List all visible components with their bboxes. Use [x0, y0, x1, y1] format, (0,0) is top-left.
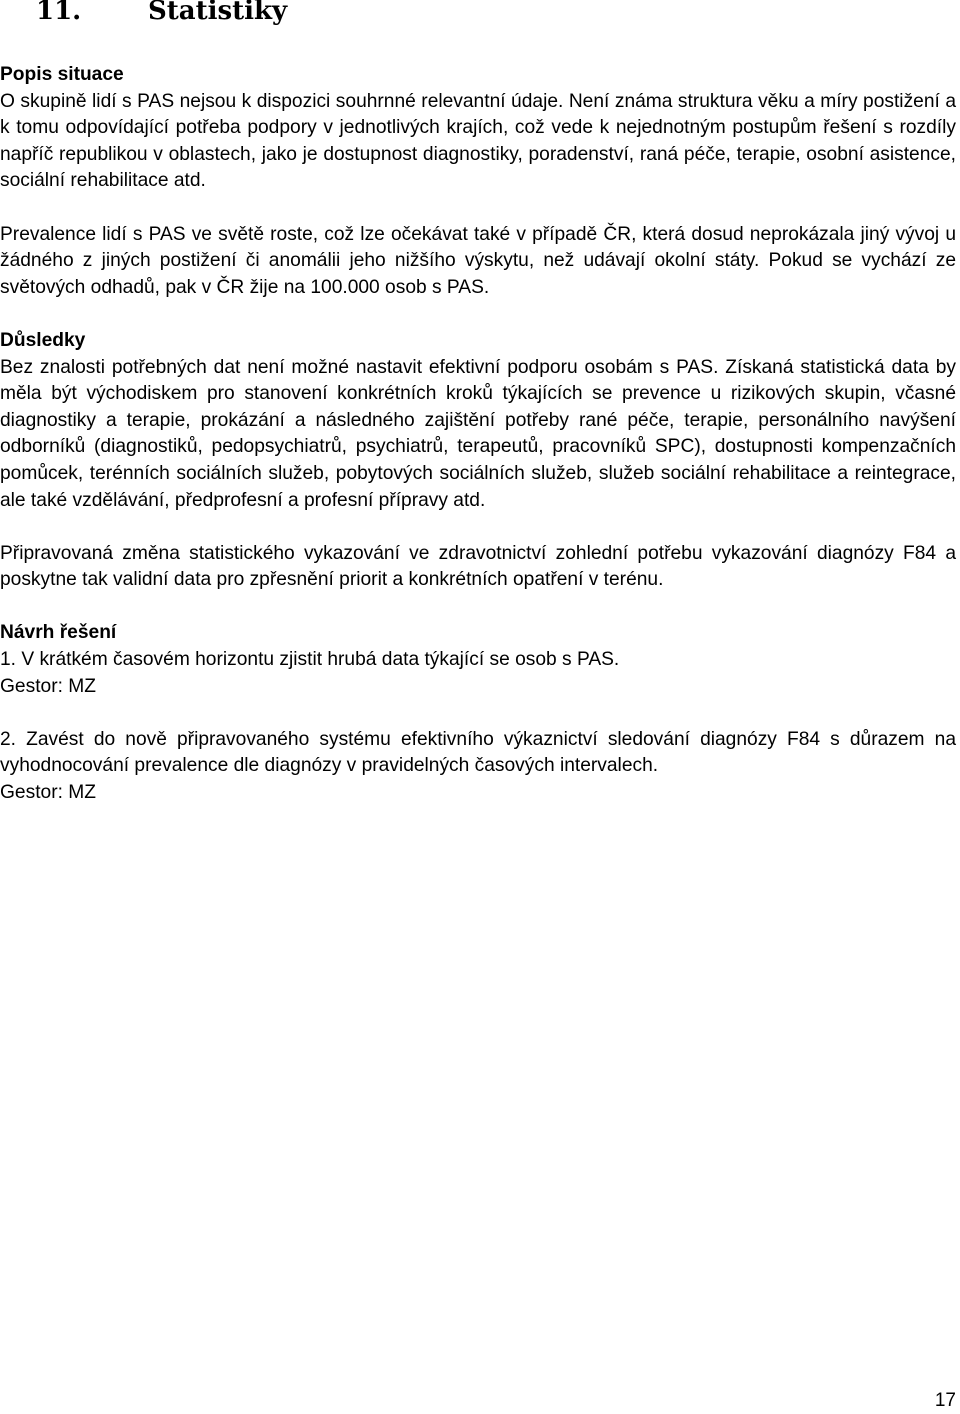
proposal-item-2: 2. Zavést do nově připravovaného systému efektivního výkaznictví sledování diagnózy F84 s důrazem na vyhodnocování prevalence dle diagnózy v pravidelných časových intervalech.	[0, 728, 956, 777]
chapter-title-text: Statistiky	[148, 0, 288, 26]
document-body	[0, 62, 956, 807]
paragraph-spacer	[0, 700, 956, 727]
proposal-item-2-gestor: Gestor: MZ	[0, 782, 96, 804]
proposal-item-1: 1. V krátkém časovém horizontu zjistit hrubá data týkající se osob s PAS.	[0, 649, 620, 671]
section-heading-situation: Popis situace	[0, 64, 124, 85]
proposal-item-1-gestor: Gestor: MZ	[0, 675, 96, 697]
paragraph-spacer	[0, 514, 956, 541]
situation-paragraph-1: O skupině lidí s PAS nejsou k dispozici souhrnné relevantní údaje. Není známa struktura věku a míry postižení a k tomu odpovídající potřeba podpory v jednotlivých krajích, což vede k nejednotným postupům řešení s rozdíly napříč republikou v oblastech, jako je dostupnost diagnostiky, poradenství, raná péče, terapie, osobní asistence, sociální rehabilitace atd.	[0, 90, 956, 192]
consequences-paragraph-2: Připravovaná změna statistického vykazování ve zdravotnictví zohlední potřebu vykazování diagnózy F84 a poskytne tak validní data pro zpřesnění priorit a konkrétních opatření v terénu.	[0, 542, 956, 591]
paragraph-spacer	[0, 301, 956, 328]
section-heading-consequences: Důsledky	[0, 329, 86, 351]
paragraph-spacer	[0, 195, 956, 222]
section-heading-proposal: Návrh řešení	[0, 622, 117, 644]
chapter-number: 11.	[36, 0, 82, 26]
situation-paragraph-2: Prevalence lidí s PAS ve světě roste, což lze očekávat také v případě ČR, která dosud neprokázala jiný vývoj u žádného z jiných postižení či anomálii jeho nižšího výskytu, než udávají okolní státy. Pokud se vychází ze světových odhadů, pak v ČR žije na 100.000 osob s PAS.	[0, 223, 956, 298]
paragraph-spacer	[0, 594, 956, 621]
consequences-paragraph-1: Bez znalosti potřebných dat není možné nastavit efektivní podporu osobám s PAS. Získaná statistická data by měla být východiskem pro stanovení konkrétních kroků týkajících se prevence u rizikových skupin, včasné diagnostiky a terapie, prokázání a následného zajištění potřeby rané péče, terapie, personálního navýšení odborníků (diagnostiků, pedopsychiatrů, psychiatrů, terapeutů, pracovníků SPC), dostupnosti kompenzačních pomůcek, terénních sociálních služeb, pobytových sociálních služeb, služeb sociální rehabilitace a reintegrace, ale také vzdělávání, předprofesní a profesní přípravy atd.	[0, 356, 956, 511]
page-number: 17	[934, 1390, 956, 1411]
chapter-title	[36, 0, 287, 28]
